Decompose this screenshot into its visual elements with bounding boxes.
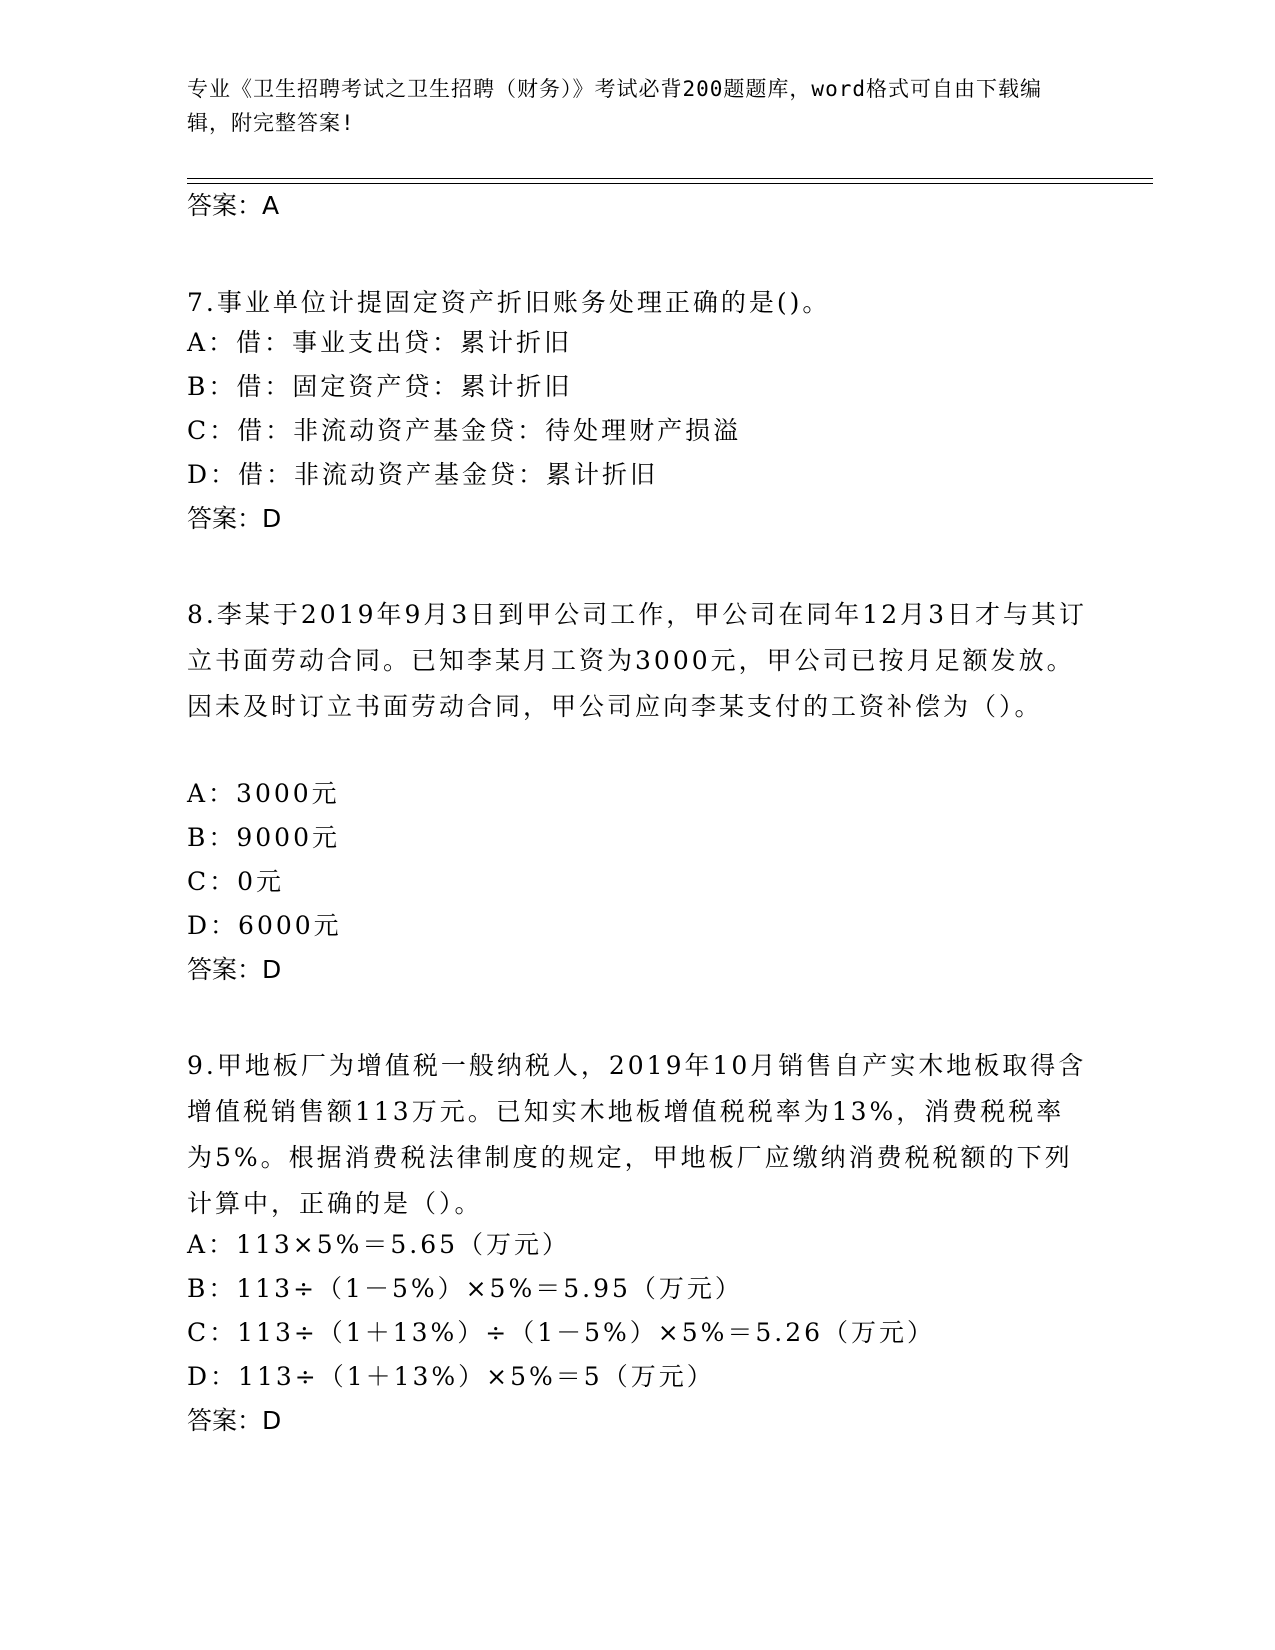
answer-q9: 答案：D bbox=[187, 1406, 282, 1435]
answer-q6: 答案：A bbox=[187, 191, 280, 220]
question-8-option-c: C：0元 bbox=[187, 867, 285, 896]
question-9-stem: 9.甲地板厂为增值税一般纳税人，2019年10月销售自产实木地板取得含增值税销售额113万元。已知实木地板增值税税率为13%，消费税税率为5%。根据消费税法律制度的规定，甲地板厂应缴纳消费税税额的下列计算中，正确的是（）。 bbox=[187, 1051, 1087, 1218]
question-8-option-a: A：3000元 bbox=[187, 779, 340, 808]
question-8-stem: 8.李某于2019年9月3日到甲公司工作，甲公司在同年12月3日才与其订立书面劳动合同。已知李某月工资为3000元，甲公司已按月足额发放。因未及时订立书面劳动合同，甲公司应向李某支付的工资补偿为（）。 bbox=[187, 600, 1088, 721]
question-7-option-a: A：借：事业支出贷：累计折旧 bbox=[187, 328, 573, 357]
question-7-stem: 7.事业单位计提固定资产折旧账务处理正确的是()。 bbox=[187, 288, 831, 317]
question-9-option-b: B：113÷（1－5%）×5%＝5.95（万元） bbox=[187, 1274, 743, 1303]
question-9-option-a: A：113×5%＝5.65（万元） bbox=[187, 1230, 571, 1259]
document-header: 专业《卫生招聘考试之卫生招聘（财务）》考试必背200题题库，word格式可自由下载编辑，附完整答案! bbox=[187, 77, 1042, 135]
question-8-option-b: B：9000元 bbox=[187, 823, 340, 852]
answer-q8: 答案：D bbox=[187, 955, 282, 984]
header-rule-bottom bbox=[187, 183, 1153, 184]
answer-q7: 答案：D bbox=[187, 504, 282, 533]
question-8-option-d: D：6000元 bbox=[187, 911, 342, 940]
question-7-option-d: D：借：非流动资产基金贷：累计折旧 bbox=[187, 460, 659, 489]
question-9-option-d: D：113÷（1＋13%）×5%＝5（万元） bbox=[187, 1362, 715, 1391]
question-7-option-b: B：借：固定资产贷：累计折旧 bbox=[187, 372, 573, 401]
header-rule-top bbox=[187, 178, 1153, 179]
question-9-option-c: C：113÷（1＋13%）÷（1－5%）×5%＝5.26（万元） bbox=[187, 1318, 936, 1347]
question-7-option-c: C：借：非流动资产基金贷：待处理财产损溢 bbox=[187, 416, 742, 445]
